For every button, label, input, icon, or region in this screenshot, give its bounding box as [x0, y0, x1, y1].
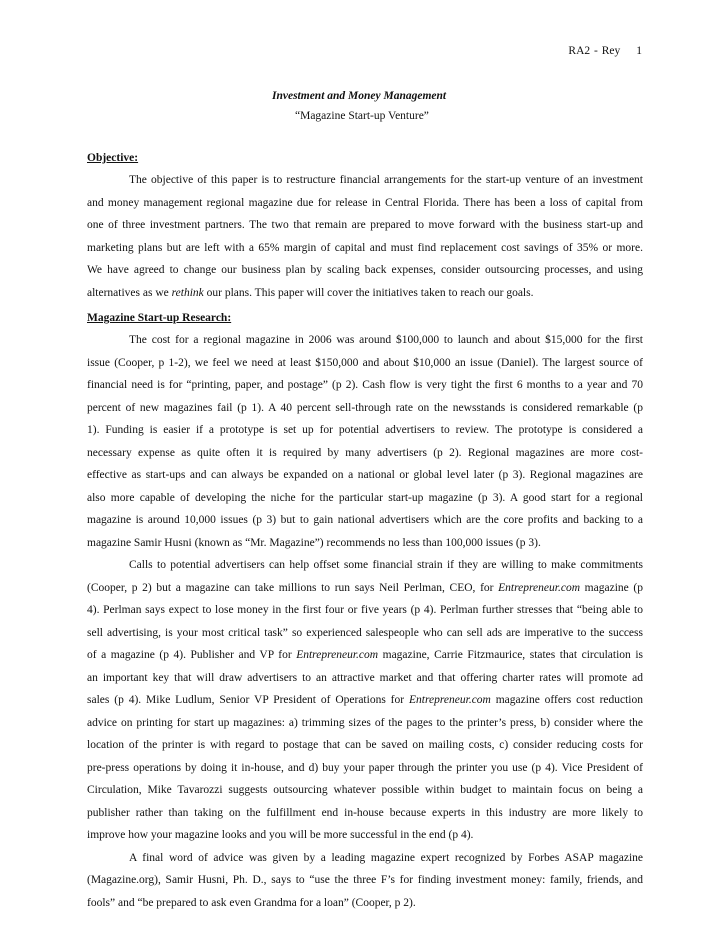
text-line: one of three investment partners. The two that remain are prepared to move forward with the business start-up and: [87, 219, 643, 231]
title-block: [0, 86, 728, 126]
text-line: We have agreed to change our business plan by scaling back expenses, consider outsourcing processes, and using: [87, 264, 643, 276]
running-head: RA2 - Rey: [568, 45, 621, 57]
text-line: and money management regional magazine due for release in Central Florida. There has been a loss of capital from: [87, 196, 643, 209]
document-subtitle: “Magazine Start-up Venture”: [295, 110, 429, 122]
text-line: necessary expense as quite often it is required by many advertisers (p 2). Regional magazines are more cost-: [87, 446, 643, 459]
text-line: effective as start-ups and can always be expanded on a national or global level later (p 3). Regional magazines are: [87, 469, 643, 481]
text-line: (Magazine.org), Samir Husni, Ph. D., says to “use the three F’s for finding investment money: family, friends, and: [87, 874, 643, 886]
text-line: magazine Samir Husni (known as “Mr. Magazine”) recommends no less than 100,000 issues (p 3).: [87, 536, 541, 549]
page-number: 1: [636, 45, 642, 57]
text-line: fools” and “be prepared to ask even Grandma for a loan” (Cooper, p 2).: [87, 896, 416, 909]
text-line: financial need is for “printing, paper, and postage” (p 2). Cash flow is very tight the first 6 months to a year and 70: [87, 379, 643, 391]
text-line: pre-press operations by doing it in-house, and d) buy your paper through the printer you use (p 4). Vice President of: [87, 761, 643, 774]
document-body: [87, 148, 643, 914]
text-line: (Cooper, p 2) but a magazine can take millions to run says Neil Perlman, CEO, for Entrepreneur.com magazine (p: [87, 581, 643, 594]
section: [87, 308, 643, 914]
text-line: Calls to potential advertisers can help offset some financial strain if they are willing to make commitments: [129, 559, 643, 571]
text-line: A final word of advice was given by a leading magazine expert recognized by Forbes ASAP magazine: [129, 851, 643, 864]
text-line: sell advertising, is your most critical task” so experienced salespeople who can sell ads are imperative to the success: [87, 626, 643, 639]
document-title: Investment and Money Management: [272, 90, 447, 102]
text-line: also more capable of developing the niche for the particular start-up magazine (p 3). A good start for a regional: [87, 491, 643, 504]
section-heading: Objective:: [87, 152, 139, 164]
text-line: magazine is around 10,000 issues (p 3) but to gain national advertisers which are the core profits and backing to a: [87, 514, 643, 526]
text-line: publisher rather than taking on the fulfillment end in-house because experts in this industry are more likely to: [87, 806, 643, 819]
text-line: alternatives as we rethink our plans. This paper will cover the initiatives taken to reach our goals.: [87, 286, 534, 299]
text-line: 1). Funding is easier if a prototype is set up for potential advertisers to review. The prototype is considered a: [87, 424, 643, 436]
text-line: improve how your magazine looks and you will be more successful in the end (p 4).: [87, 829, 474, 841]
section: [87, 148, 643, 304]
text-line: an important key that will draw advertisers to an attractive market and that offering charter rates will promote ad: [87, 671, 643, 684]
text-line: The cost for a regional magazine in 2006 was around $100,000 to launch and about $15,000 for the first: [129, 334, 643, 346]
text-line: location of the printer is with regard to postage that can be saved on mailing costs, c) consider reducing costs for: [87, 739, 643, 751]
text-line: sales (p 4). Mike Ludlum, Senior VP President of Operations for Entrepreneur.com magazine offers cost reduction: [87, 694, 643, 706]
text-line: issue (Cooper, p 1-2), we feel we need at least $150,000 and about $10,000 an issue (Daniel). The largest source of: [87, 356, 643, 369]
text-line: percent of new magazines fail (p 1). A 40 percent sell-through rate on the newsstands is considered remarkable (p: [87, 401, 643, 414]
text-line: 4). Perlman says expect to lose money in the first four or five years (p 4). Perlman further stresses that “being able to: [87, 604, 643, 616]
text-line: advice on printing for start up magazines: a) trimming sizes of the pages to the printer’s press, b) consider where the: [87, 716, 643, 729]
running-header: [568, 45, 642, 57]
section-heading: Magazine Start-up Research:: [87, 312, 232, 324]
text-line: of a magazine (p 4). Publisher and VP for Entrepreneur.com magazine, Carrie Fitzmaurice, states that circulation is: [87, 649, 643, 661]
text-line: marketing plans but are left with a 65% margin of capital and must find replacement cost savings of 35% or more.: [87, 241, 643, 254]
text-line: The objective of this paper is to restructure financial arrangements for the start-up venture of an investment: [129, 174, 643, 186]
text-line: Circulation, Mike Tavarozzi suggests outsourcing whatever possible within budget to maintain focus on being a: [87, 784, 643, 796]
